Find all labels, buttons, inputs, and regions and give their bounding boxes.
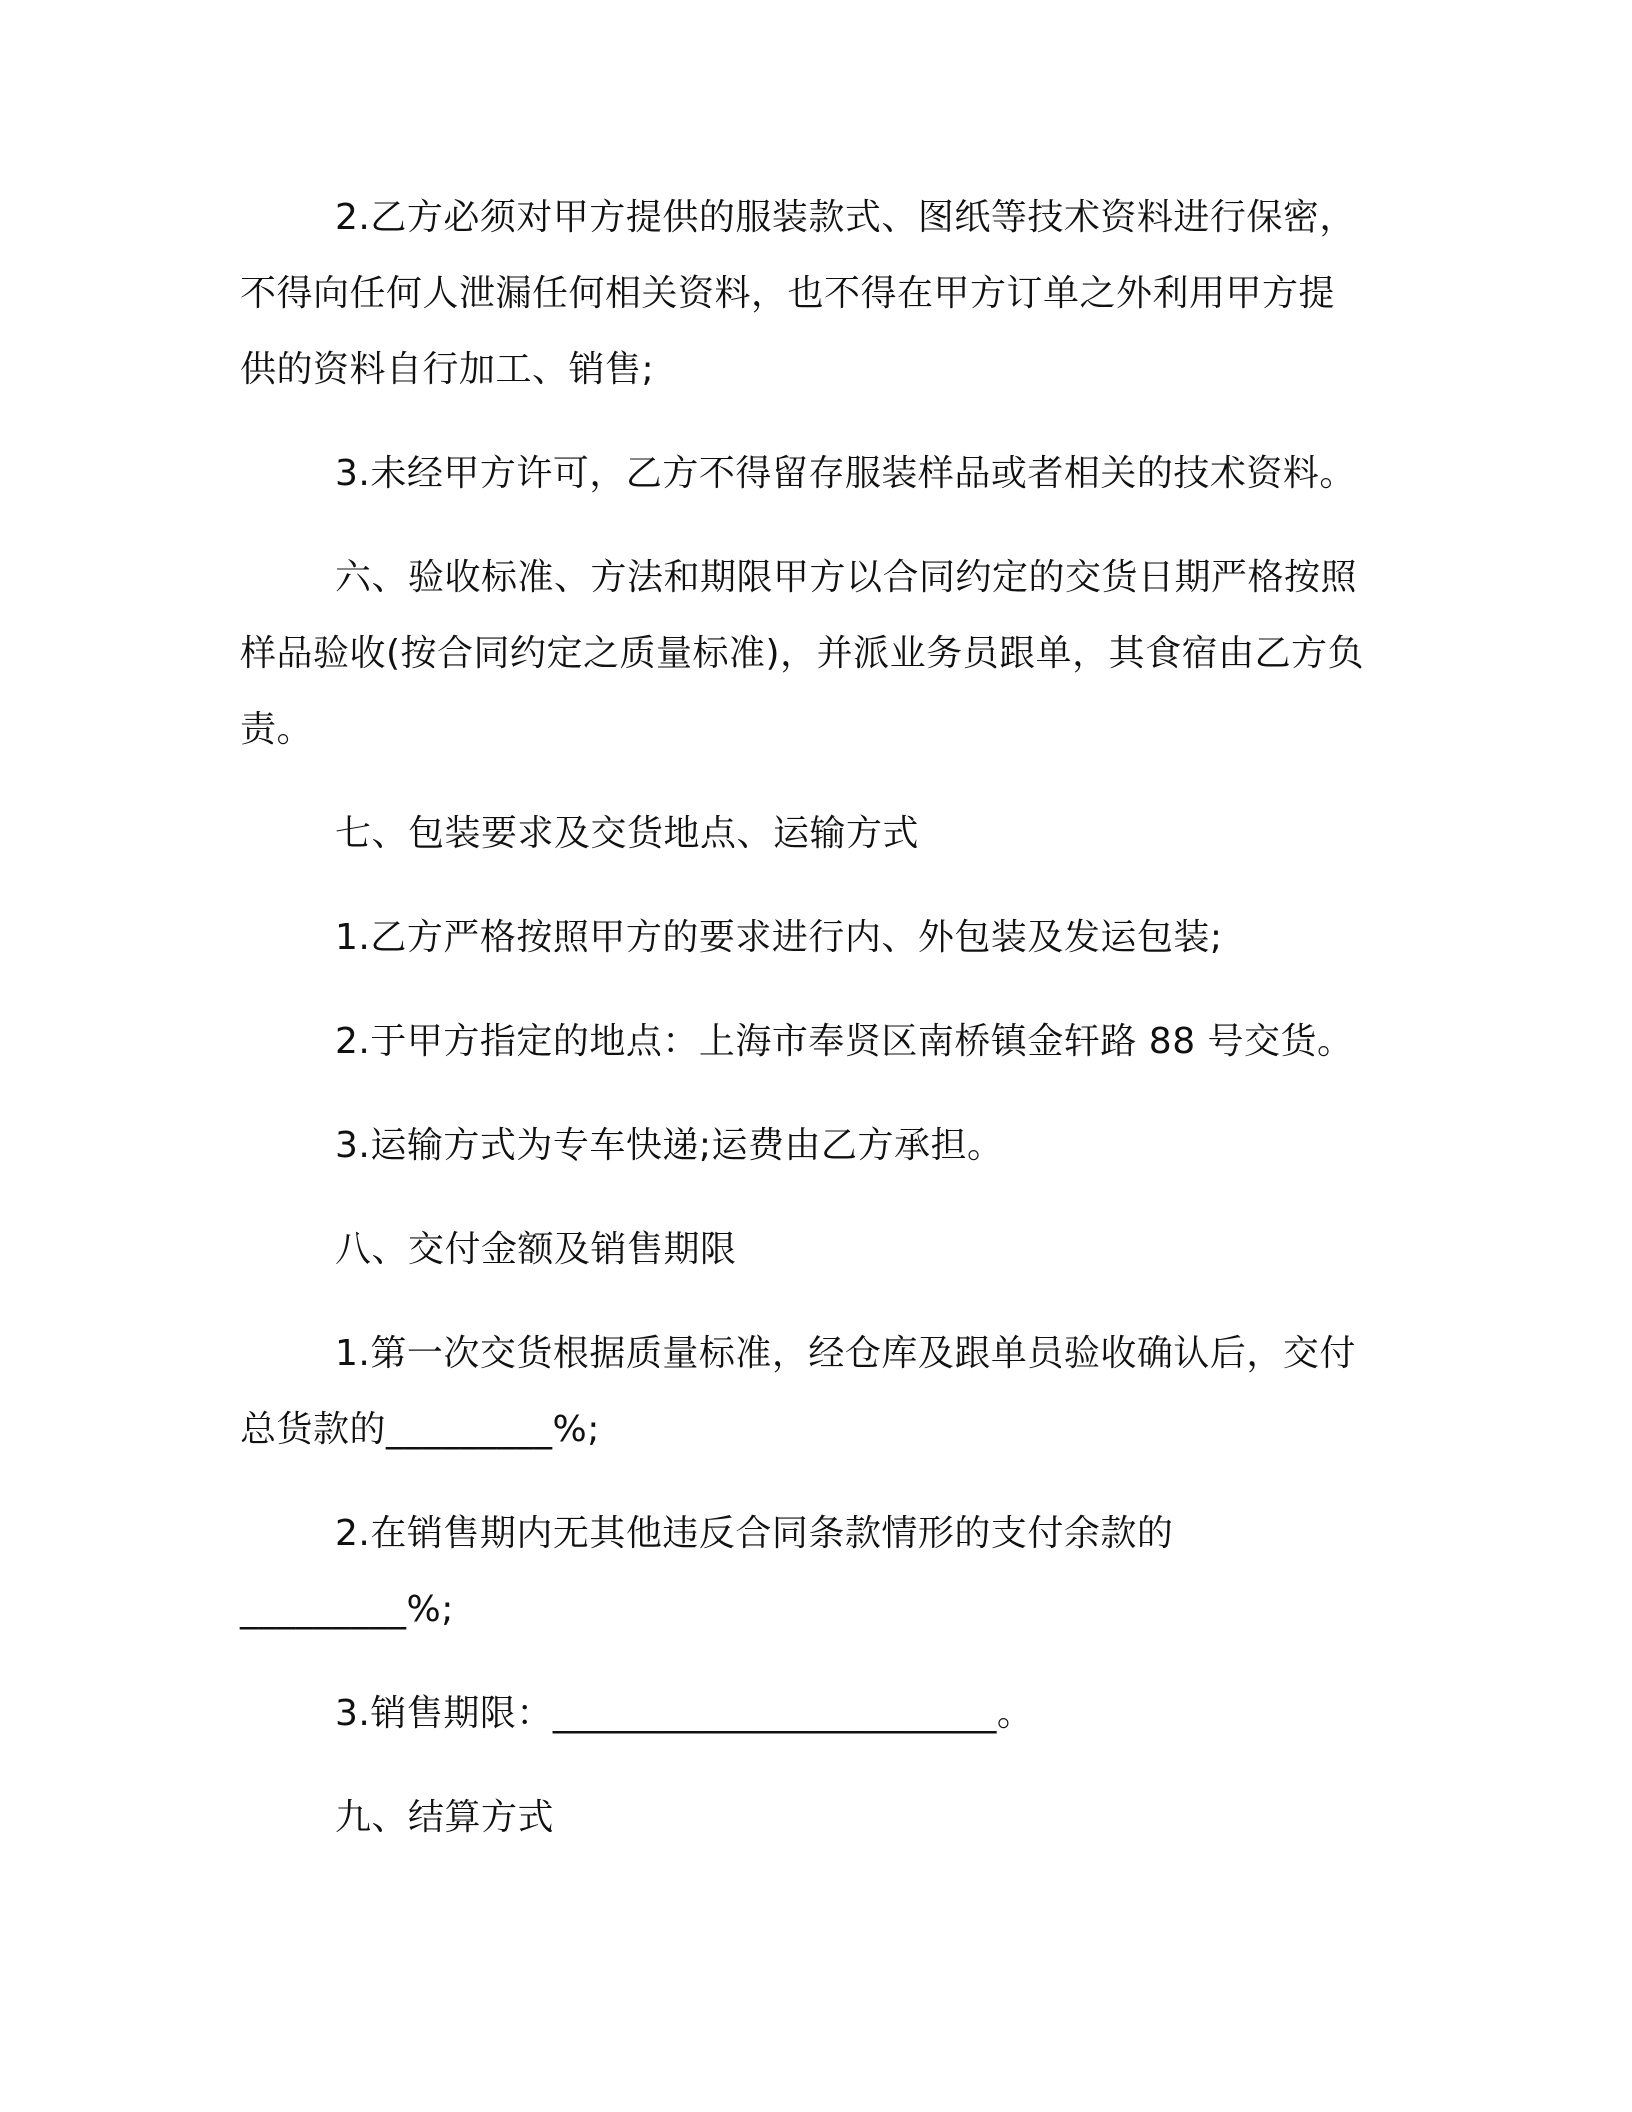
paragraph-line: 总货款的_________%;: [240, 1409, 600, 1450]
section-heading: 八、交付金额及销售期限: [335, 1229, 737, 1270]
paragraph-line: _________%;: [240, 1589, 454, 1630]
paragraph-line: 3.未经甲方许可，乙方不得留存服装样品或者相关的技术资料。: [335, 453, 1356, 494]
paragraph-line: 2.于甲方指定的地点：上海市奉贤区南桥镇金轩路 88 号交货。: [335, 1021, 1354, 1062]
paragraph-line: 3.运输方式为专车快递;运费由乙方承担。: [335, 1125, 1004, 1166]
paragraph-line: 1.第一次交货根据质量标准，经仓库及跟单员验收确认后，交付: [335, 1333, 1356, 1374]
paragraph-line: 1.乙方严格按照甲方的要求进行内、外包装及发运包装;: [335, 917, 1223, 958]
paragraph-line: 2.在销售期内无其他违反合同条款情形的支付余款的: [335, 1513, 1174, 1554]
paragraph-line: 样品验收(按合同约定之质量标准)，并派业务员跟单，其食宿由乙方负: [240, 633, 1365, 674]
paragraph-line: 供的资料自行加工、销售;: [240, 349, 655, 390]
paragraph-line: 3.销售期限：________________________。: [335, 1693, 1034, 1734]
section-heading: 九、结算方式: [335, 1797, 555, 1838]
paragraph-line: 2.乙方必须对甲方提供的服装款式、图纸等技术资料进行保密，: [335, 197, 1356, 238]
paragraph-line: 不得向任何人泄漏任何相关资料，也不得在甲方订单之外利用甲方提: [240, 273, 1336, 314]
section-heading: 七、包装要求及交货地点、运输方式: [335, 813, 920, 854]
paragraph-line: 责。: [240, 709, 314, 750]
section-heading-line: 六、验收标准、方法和期限甲方以合同约定的交货日期严格按照: [335, 557, 1358, 598]
